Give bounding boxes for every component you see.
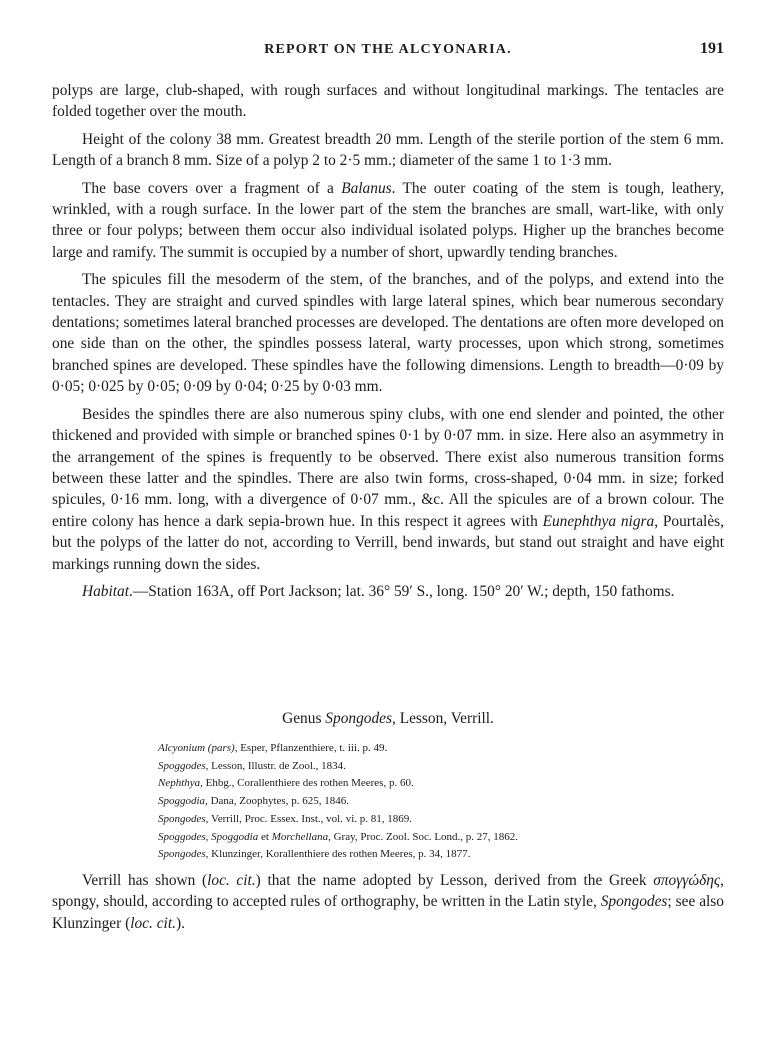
taxon-name: Eunephthya nigra <box>542 512 655 530</box>
page-number: 191 <box>700 40 724 57</box>
taxon-name: Balanus <box>341 179 392 197</box>
paragraph-measurements: Height of the colony 38 mm. Greatest breadth 20 mm. Length of the sterile portion of the stem 6 mm. Length of a branch 8 mm. Size of a polyp 2 to 2·5 mm.; diameter of the same 1 to 1·3 mm. <box>52 130 724 170</box>
closing-text <box>52 870 724 934</box>
synonym-reference: , Esper, Pflanzenthiere, t. iii. p. 49. <box>234 742 388 754</box>
genus-authority: , Lesson, Verrill. <box>392 710 494 727</box>
text-run: , Pourtalès, but the polyps of the latter do not, according to Verrill, bend inwards, but stand out straight and have eight markings running down the sides. <box>52 512 724 573</box>
synonymy-entry <box>158 846 718 864</box>
synonym-name: Nephthya <box>158 777 201 790</box>
synonym-connector: et <box>258 830 272 843</box>
synonym-name: Spoggodes, Spoggodia <box>158 830 259 843</box>
text-run: The base covers over a fragment of a <box>82 179 342 197</box>
synonym-reference: , Gray, Proc. Zool. Soc. Lond., p. 27, 1862. <box>328 830 519 843</box>
synonym-name: Spongodes <box>158 812 206 825</box>
paragraph-spiny-clubs <box>52 404 724 575</box>
synonym-name: Alcyonium (pars) <box>158 742 235 754</box>
paragraph-polyps: polyps are large, club-shaped, with rough surfaces and without longitudinal markings. The tentacles are folded together over the mouth. <box>52 82 724 121</box>
paragraph-habitat <box>52 581 724 602</box>
synonym-reference: , Verrill, Proc. Essex. Inst., vol. vi. p. 81, 1869. <box>205 812 413 825</box>
synonym-reference: , Ehbg., Corallenthiere des rothen Meeres, p. 60. <box>200 777 414 790</box>
genus-prefix: Genus <box>282 710 326 727</box>
synonymy-entry <box>158 829 718 847</box>
synonym-reference: , Lesson, Illustr. de Zool., 1834. <box>205 759 346 772</box>
text-run: Verrill has shown ( <box>82 872 208 889</box>
text-run: .—Station 163A, off Port Jackson; lat. 36° 59′ S., long. 150° 20′ W.; depth, 150 fathoms. <box>129 582 675 600</box>
text-run: . The outer coating of the stem is tough, leathery, wrinkled, with a rough surface. In the lower part of the stem the branches are small, wart-like, with only three or four polyps; between them occur also individual isolated polyps. Higher up the branches become large and ramify. The summit is occupied by a number of short, upwardly tending branches. <box>52 179 724 261</box>
synonymy-entry <box>158 811 718 829</box>
synonym-reference: , Klunzinger, Korallenthiere des rothen Meeres, p. 34, 1877. <box>205 848 471 861</box>
synonym-name: Spoggodes <box>158 759 206 772</box>
synonymy-list <box>158 740 718 864</box>
habitat-label: Habitat <box>82 582 130 600</box>
synonym-reference: , Dana, Zoophytes, p. 625, 1846. <box>205 795 349 808</box>
running-title: REPORT ON THE ALCYONARIA. <box>264 42 512 57</box>
synonymy-entry <box>158 758 718 776</box>
paragraph-spicules: The spicules fill the mesoderm of the stem, of the branches, and of the polyps, and extend into the tentacles. They are straight and curved spindles with large lateral spines, which bear numerous secondary dentations; sometimes lateral branched processes are developed. The dentations are often more developed on one side than on the other, the spindles possess lateral, warty processes, upon which strong, sometimes branched spines are developed. These spindles have the following dimensions. Length to breadth—0·09 by 0·05; 0·025 by 0·05; 0·09 by 0·04; 0·25 by 0·03 mm. <box>52 271 724 396</box>
citation: loc. cit. <box>207 872 256 889</box>
paragraph-etymology <box>52 870 724 934</box>
synonymy-entry <box>158 775 718 793</box>
genus-name: Spongodes <box>600 893 668 911</box>
synonym-name: Morchellana <box>271 830 329 843</box>
genus-name: Spongodes <box>325 710 392 727</box>
genus-heading <box>52 710 724 728</box>
synonymy-entry <box>158 793 718 811</box>
body-text <box>52 80 724 608</box>
text-run: ). <box>175 914 185 932</box>
greek-word: σπογγώδης <box>653 872 721 889</box>
paragraph-base <box>52 178 724 264</box>
text-run: , spongy, should, according to accepted rules of orthography, be written in the Latin style, <box>52 872 725 911</box>
synonym-name: Spongodes <box>158 848 206 861</box>
text-run: Besides the spindles there are also numerous spiny clubs, with one end slender and pointed, the other thickened and provided with simple or branched spines 0·1 by 0·07 mm. in size. Here also an asymmetry in the arrangement of the spines is frequently to be observed. There exist also numerous transition forms between these latter and the spindles. There are also twin forms, cross-shaped, 0·04 mm. in size; forked spicules, 0·16 mm. long, with a divergence of 0·07 mm., &c. All the spicules are of a brown colour. The entire colony has hence a dark sepia-brown hue. In this respect it agrees with <box>52 405 724 530</box>
running-header <box>52 42 724 64</box>
synonym-name: Spoggodia <box>158 795 206 808</box>
text-run: ; see also Klunzinger ( <box>52 893 724 932</box>
text-run: ) that the name adopted by Lesson, derived from the Greek <box>255 872 654 889</box>
synonymy-entry <box>158 740 718 758</box>
citation: loc. cit. <box>130 914 176 932</box>
